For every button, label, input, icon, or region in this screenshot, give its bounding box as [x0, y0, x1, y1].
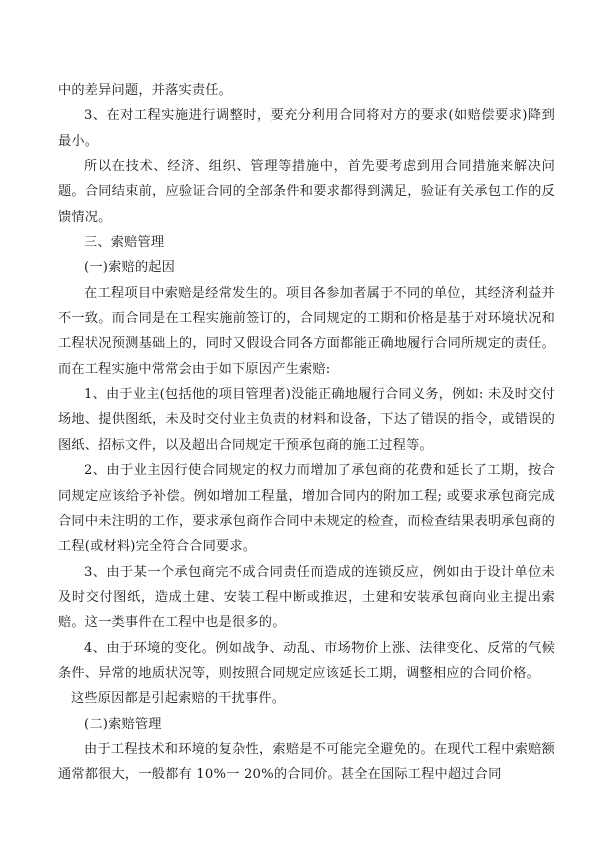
paragraph: 所以在技术、经济、组织、管理等措施中，首先要考虑到用合同措施来解决问题。合同结束前，应验证合同的全部条件和要求都得到满足，验证有关承包工作的反馈情况。	[58, 159, 555, 225]
paragraph: 2、由于业主因行使合同规定的权力而增加了承包商的花费和延长了工期，按合同规定应该给予补偿。例如增加工程量，增加合同内的附加工程; 或要求承包商完成合同中未注明的工作，要求承包商作合同中未规定的检查，而检查结果表明承包商的工程(或材料)完全符合合同要求。	[58, 463, 555, 555]
paragraph: 3、由于某一个承包商完不成合同责任而造成的连锁反应，例如由于设计单位未及时交付图纸，造成土建、安装工程中断或推迟，土建和安装承包商向业主提出索赔。这一类事件在工程中也是很多的。	[58, 564, 555, 631]
section-heading: 三、索赔管理	[84, 235, 165, 251]
document-body	[58, 78, 555, 788]
paragraph: 1、由于业主(包括他的项目管理者)没能正确地履行合同义务，例如: 未及时交付场地、提供图纸，未及时交付业主负责的材料和设备，下达了错误的指令，或错误的图纸、招标文件，以及超出合同规定干预承包商的施工过程等。	[58, 387, 555, 453]
subsection-heading: (二)索赔管理	[84, 716, 162, 732]
paragraph: 在工程项目中索赔是经常发生的。项目各参加者属于不同的单位，其经济利益并不一致。而合同是在工程实施前签订的，合同规定的工期和价格是基于对环境状况和工程状况预测基础上的，同时又假设合同各方面都能正确地履行合同所规定的责任。而在工程实施中常常会由于如下原因产生索赔:	[58, 285, 555, 377]
paragraph: 3、在对工程实施进行调整时，要充分利用合同将对方的要求(如赔偿要求)降到最小。	[58, 108, 555, 149]
paragraph: 由于工程技术和环境的复杂性，索赔是不可能完全避免的。在现代工程中索赔额通常都很大，一般都有 10%一 20%的合同价。甚全在国际工程中超过合同	[58, 741, 555, 783]
paragraph: 中的差异问题，并落实责任。	[58, 83, 233, 98]
subsection-heading: (一)索赔的起因	[84, 260, 176, 276]
paragraph: 4、由于环境的变化。例如战争、动乱、市场物价上涨、法律变化、反常的气候条件、异常的地质状况等，则按照合同规定应该延长工期，调整相应的合同价格。	[58, 640, 555, 681]
paragraph: 这些原因都是引起索赔的干扰事件。	[71, 691, 286, 707]
